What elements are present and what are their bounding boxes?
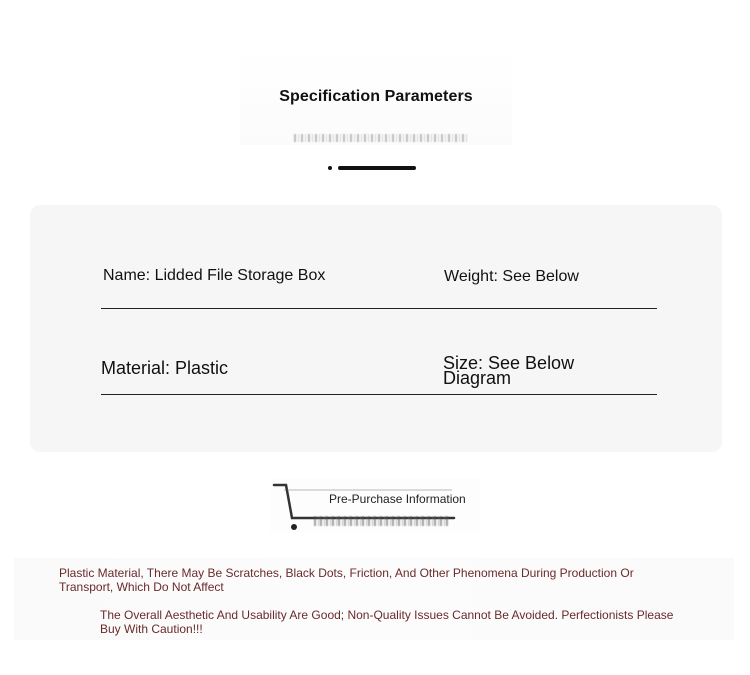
shopping-cart-icon <box>272 482 457 537</box>
spec-weight: Weight: See Below <box>444 268 579 285</box>
spec-row-divider <box>101 308 657 309</box>
spec-card <box>30 205 722 452</box>
notice-text: The Overall Aesthetic And Usability Are Good; Non-Quality Issues Cannot Be Avoided. Perfectionists Please Buy With Caution!!! <box>100 608 674 636</box>
notice-text: Plastic Material, There May Be Scratches, Black Dots, Friction, And Other Phenomena During Production Or Transport, Which Do Not Affect <box>59 566 634 594</box>
divider-dot <box>328 166 332 170</box>
spec-title: Specification Parameters <box>279 88 473 105</box>
spec-material: Material: Plastic <box>101 358 229 378</box>
spec-name: Name: Lidded File Storage Box <box>103 267 326 284</box>
spec-header <box>240 50 512 145</box>
spec-row-divider <box>101 394 657 395</box>
divider-bar <box>338 166 416 170</box>
pre-purchase-label: Pre-Purchase Information <box>329 492 466 506</box>
pre-purchase-banner <box>270 478 480 532</box>
spec-size: Size: See Below Diagram <box>443 353 575 388</box>
blurred-banner-graphic <box>314 516 449 526</box>
blurred-subtitle-graphic <box>294 134 468 142</box>
